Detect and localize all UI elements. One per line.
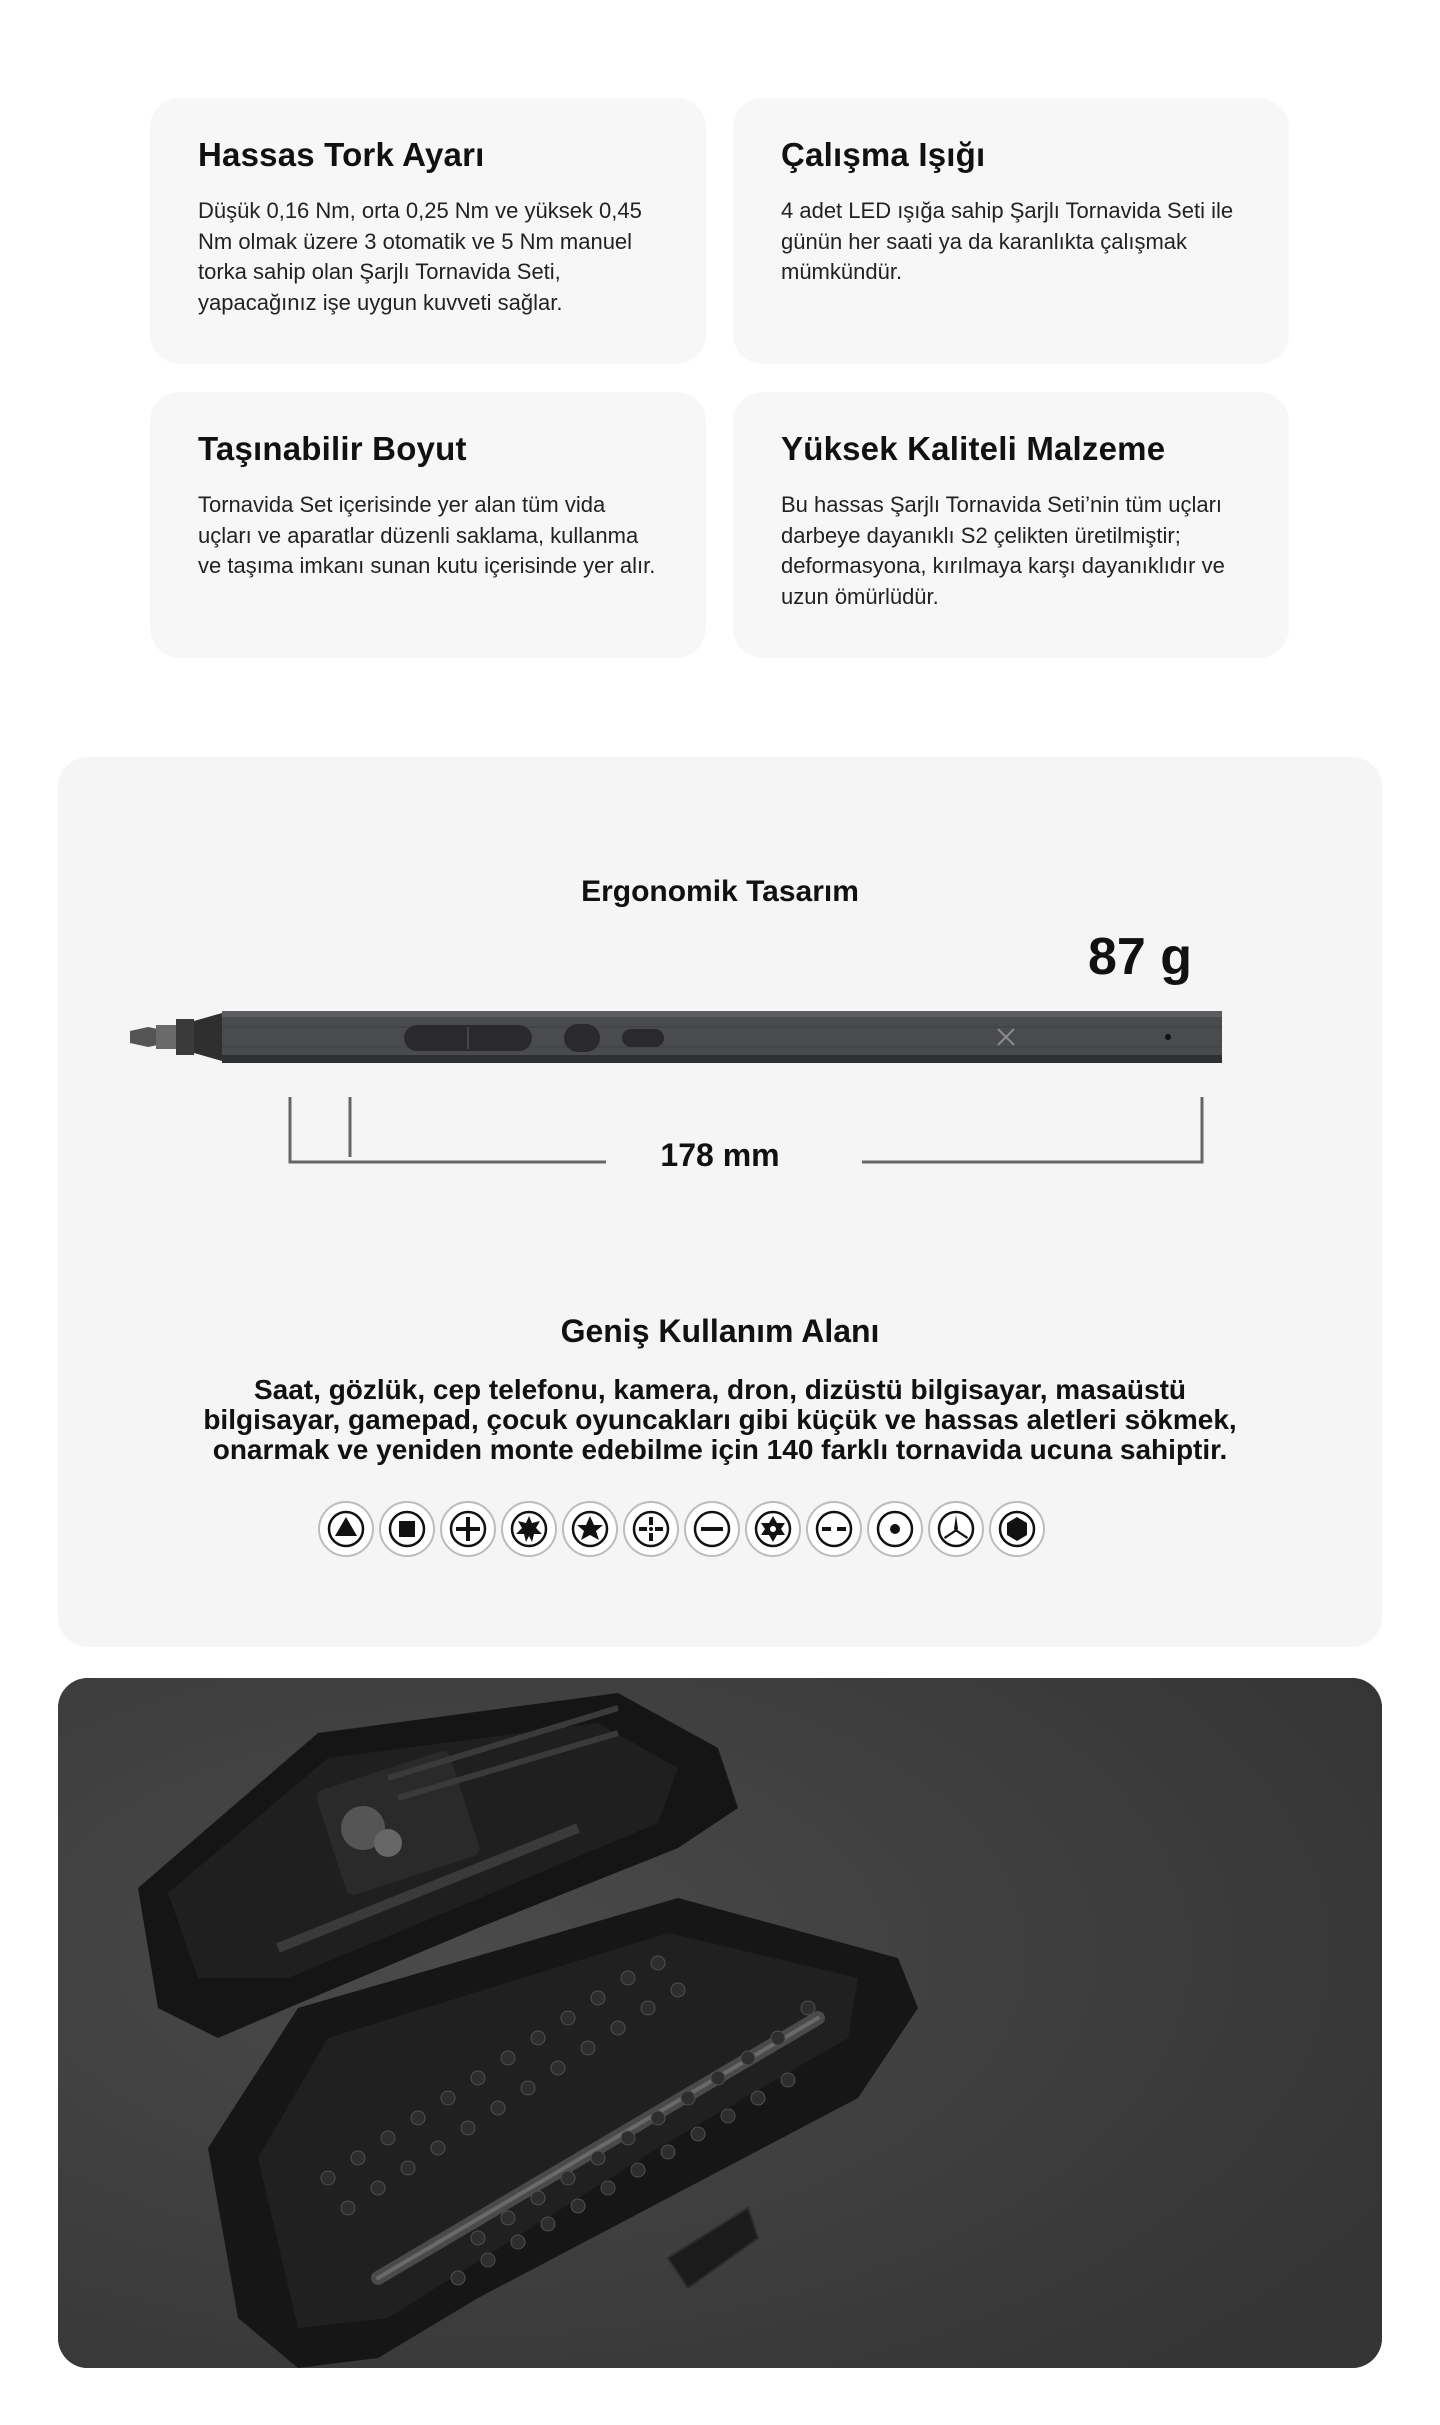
length-label: 178 mm <box>660 1137 780 1173</box>
ergonomics-section <box>58 757 1382 1647</box>
phillips-bit-icon <box>440 1501 496 1557</box>
feature-text: Tornavida Set içerisinde yer alan tüm vida uçları ve aparatlar düzenli saklama, kullanma ve taşıma imkanı sunan kutu içerisinde yer alır. <box>198 492 656 578</box>
torx-security-bit-icon <box>745 1501 801 1557</box>
pozidriv-bit-icon <box>623 1501 679 1557</box>
feature-card-material <box>733 392 1289 658</box>
star-bit-icon <box>562 1501 618 1557</box>
feature-title: Hassas Tork Ayarı <box>198 136 485 173</box>
feature-text: 4 adet LED ışığa sahip Şarjlı Tornavida Seti ile günün her saati ya da karanlıkta çalışmak mümkündür. <box>781 198 1234 284</box>
feature-text: Düşük 0,16 Nm, orta 0,25 Nm ve yüksek 0,45 Nm olmak üzere 3 otomatik ve 5 Nm manuel torka sahip olan Şarjlı Tornavida Seti, yapacağınız işe uygun kuvveti sağlar. <box>198 198 642 315</box>
feature-text: Bu hassas Şarjlı Tornavida Seti’nin tüm uçları darbeye dayanıklı S2 çelikten üretilmiştir; deformasyona, kırılmaya karşı dayanıklıdır ve uzun ömürlüdür. <box>781 492 1225 609</box>
feature-card-portable <box>150 392 706 658</box>
spanner-bit-icon <box>806 1501 862 1557</box>
hex-bit-icon <box>989 1501 1045 1557</box>
torx-bit-icon <box>501 1501 557 1557</box>
square-bit-icon <box>379 1501 435 1557</box>
weight-label: 87 g <box>1088 928 1193 986</box>
feature-card-torque <box>150 98 706 364</box>
feature-title: Taşınabilir Boyut <box>198 430 467 467</box>
feature-title: Yüksek Kaliteli Malzeme <box>781 430 1166 467</box>
feature-card-light <box>733 98 1289 364</box>
tool-case-illustration <box>58 1678 1382 2368</box>
slotted-bit-icon <box>684 1501 740 1557</box>
feature-title: Çalışma Işığı <box>781 136 986 173</box>
bit-types-row <box>318 1501 1045 1557</box>
hex-socket-bit-icon <box>867 1501 923 1557</box>
usage-description: Saat, gözlük, cep telefonu, kamera, dron, dizüstü bilgisayar, masaüstü bilgisayar, gamepad, çocuk oyuncakları gibi küçük ve hassas aletleri sökmek, onarmak ve yeniden monte edebilme için 140 farklı tornavida ucuna sahiptir. <box>203 1374 1237 1465</box>
tri-wing-bit-icon <box>928 1501 984 1557</box>
ergonomics-title: Ergonomik Tasarım <box>581 875 859 908</box>
usage-title: Geniş Kullanım Alanı <box>560 1313 880 1349</box>
triangle-bit-icon <box>318 1501 374 1557</box>
product-case-photo <box>58 1678 1382 2368</box>
